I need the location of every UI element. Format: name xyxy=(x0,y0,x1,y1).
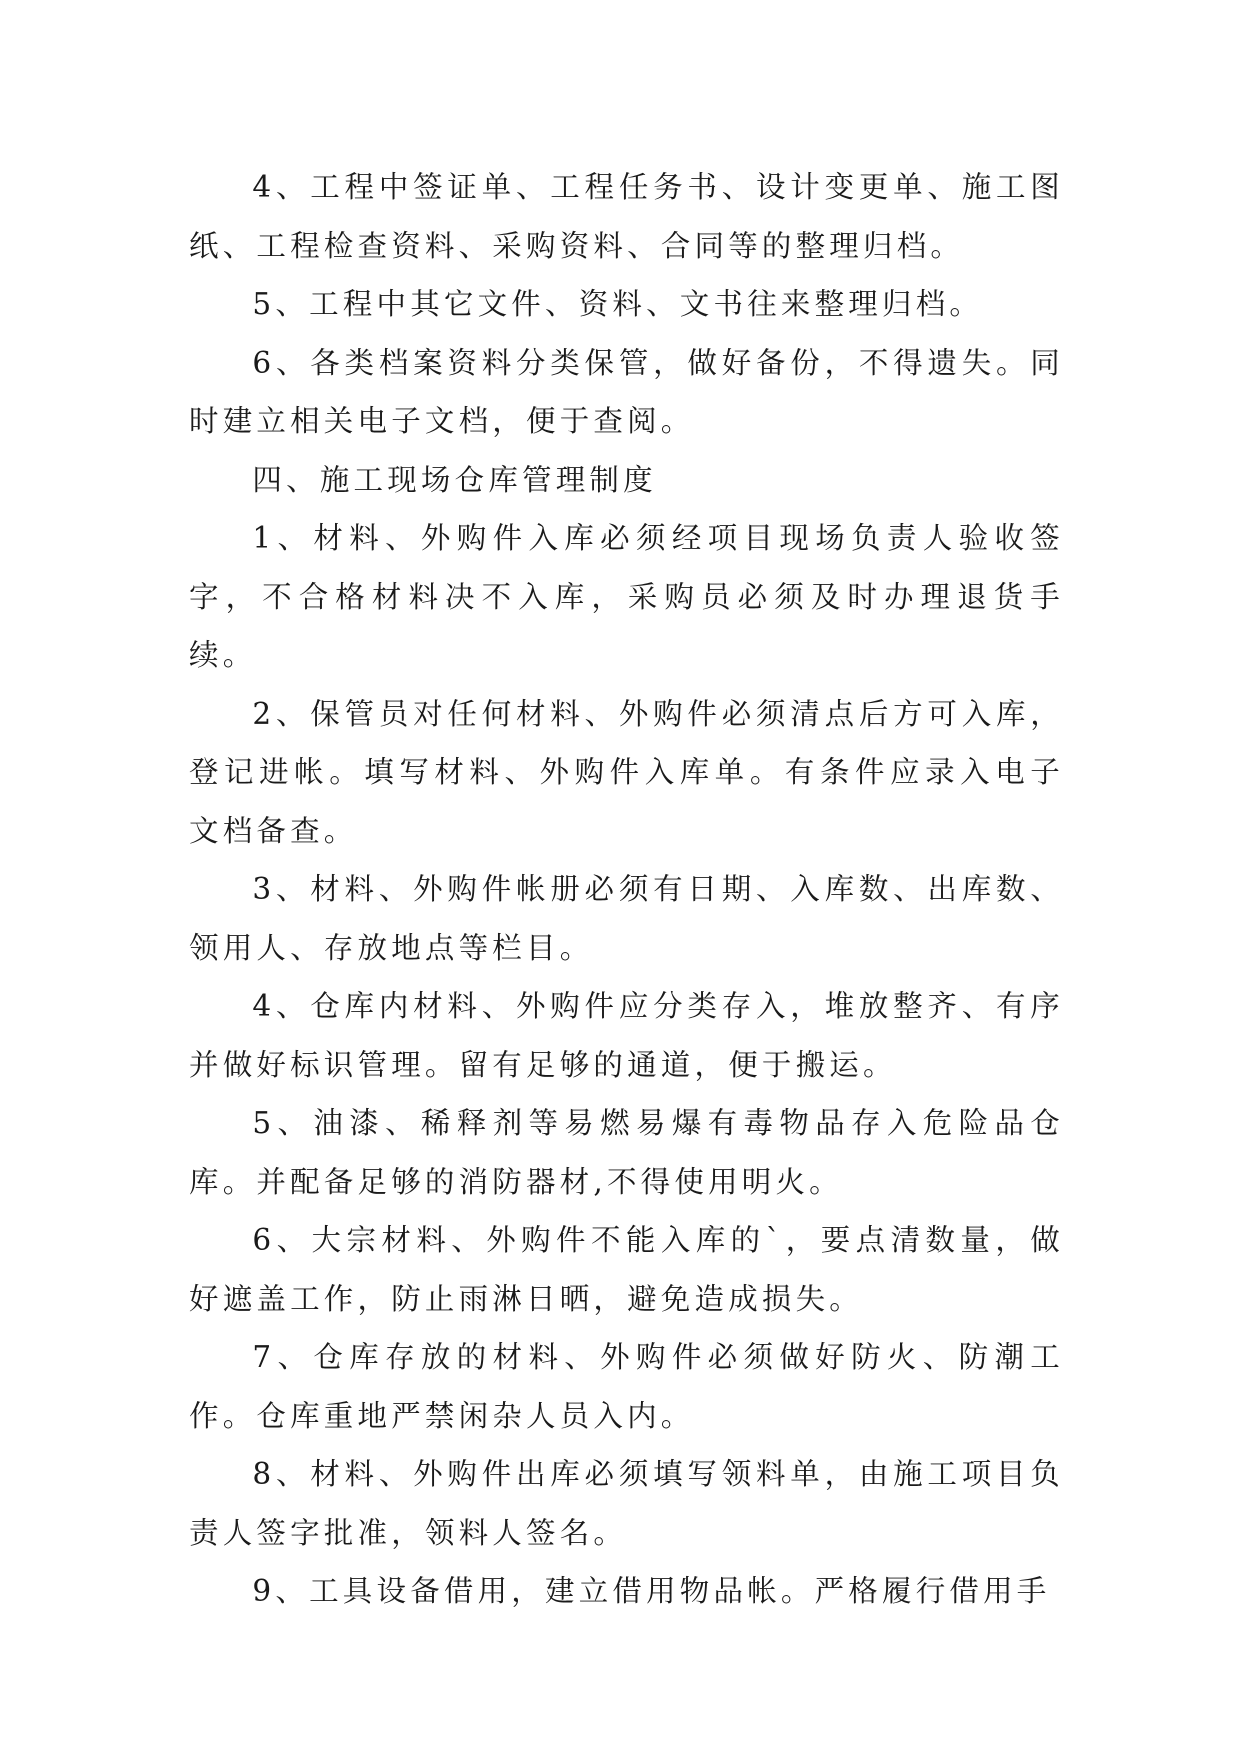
paragraph-rule-9: 9、工具设备借用，建立借用物品帐。严格履行借用手 xyxy=(252,1574,1051,1608)
paragraph-rule-6: 6、大宗材料、外购件不能入库的`，要点清数量，做好遮盖工作，防止雨淋日晒，避免造成损失。 xyxy=(189,1223,1064,1316)
paragraph-rule-2: 2、保管员对任何材料、外购件必须清点后方可入库，登记进帐。填写材料、外购件入库单。有条件应录入电子文档备查。 xyxy=(189,696,1064,848)
document-body xyxy=(189,158,1064,1621)
paragraph-rule-7: 7、仓库存放的材料、外购件必须做好防火、防潮工作。仓库重地严禁闲杂人员入内。 xyxy=(189,1340,1064,1433)
section-heading-warehouse: 四、施工现场仓库管理制度 xyxy=(252,462,657,497)
paragraph-rule-1: 1、材料、外购件入库必须经项目现场负责人验收签字，不合格材料决不入库，采购员必须及时办理退货手续。 xyxy=(189,521,1064,672)
paragraph-rule-5: 5、油漆、稀释剂等易燃易爆有毒物品存入危险品仓库。并配备足够的消防器材,不得使用明火。 xyxy=(189,1106,1064,1199)
paragraph-rule-4: 4、仓库内材料、外购件应分类存入，堆放整齐、有序并做好标识管理。留有足够的通道，便于搬运。 xyxy=(189,989,1064,1082)
paragraph-item-4-archiving: 4、工程中签证单、工程任务书、设计变更单、施工图纸、工程检查资料、采购资料、合同等的整理归档。 xyxy=(189,170,1064,263)
paragraph-item-6-storage: 6、各类档案资料分类保管，做好备份，不得遗失。同时建立相关电子文档，便于查阅。 xyxy=(189,345,1064,438)
paragraph-item-5-other-files: 5、工程中其它文件、资料、文书往来整理归档。 xyxy=(252,287,984,321)
paragraph-rule-3: 3、材料、外购件帐册必须有日期、入库数、出库数、领用人、存放地点等栏目。 xyxy=(189,872,1064,965)
paragraph-rule-8: 8、材料、外购件出库必须填写领料单，由施工项目负责人签字批准，领料人签名。 xyxy=(189,1457,1064,1550)
